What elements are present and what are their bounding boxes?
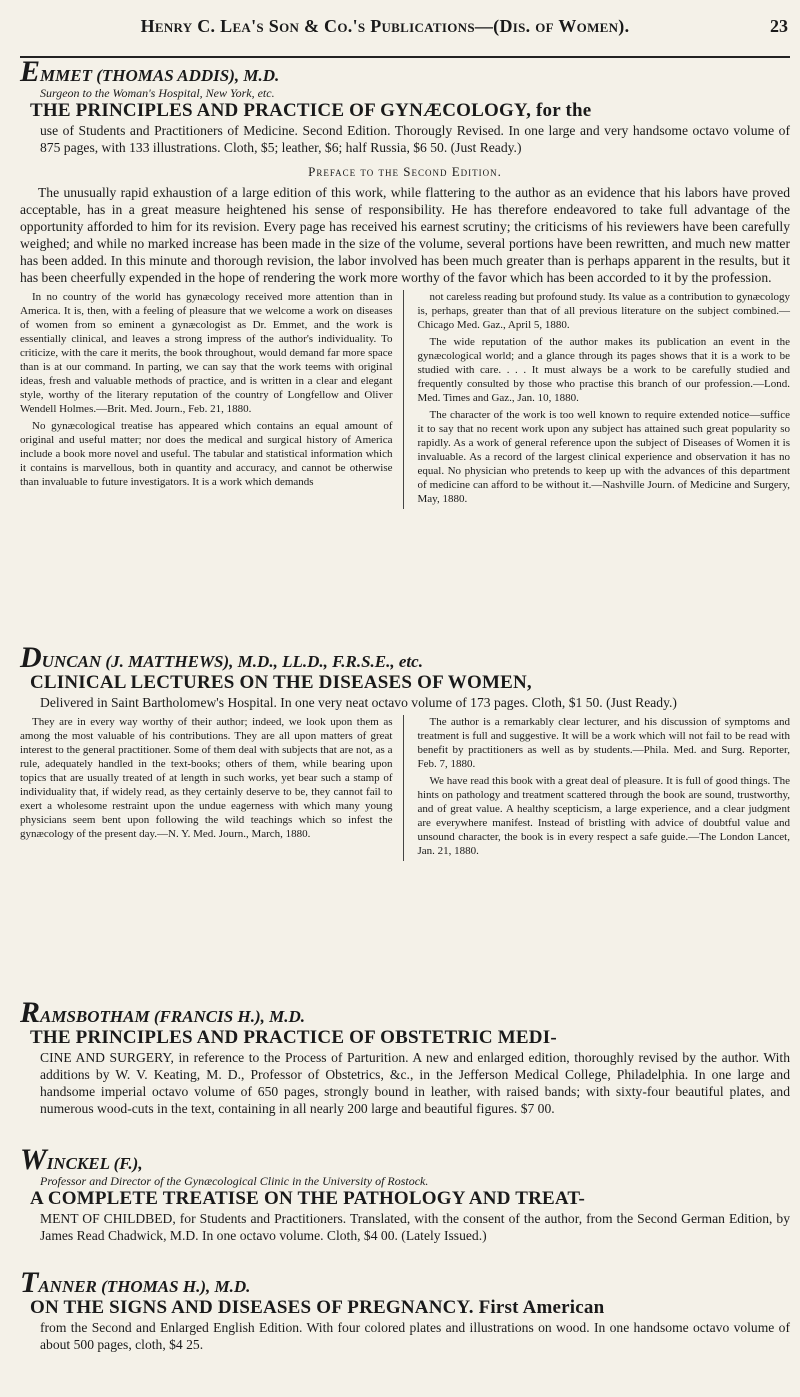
review-quote: In no country of the world has gynæcology received more attention than in America. It is, then, with a feeling of pleasure that we welcome a work on diseases of women from so eminent a gynæcologist as Dr. Emmet, and the work is essentially clinical, and leaves a strong impress of the author's individuality. To criticize, with the care it merits, the book throughout, would demand far more space than is at our command. In parting, we can say that the work teems with original ideas, fresh and valuable methods of practice, and is written in a clear and elegant style, worthy of the literary reputation of the country of Longfellow and Oliver Wendell Holmes.—Brit. Med. Journ., Feb. 21, 1880.	[20, 291, 393, 415]
review-column-right	[418, 715, 791, 861]
book-title: THE PRINCIPLES AND PRACTICE OF GYNÆCOLOGY, for the	[30, 100, 592, 121]
running-header	[20, 16, 790, 58]
review-quote: The author is a remarkably clear lecturer, and his discussion of symptoms and treatment is full and suggestive. It will be a work which will not fail to be read with benefit by practitioners as well as by students.—Phila. Med. and Surg. Reporter, Feb. 7, 1880.	[417, 716, 790, 770]
catalog-entry-tanner	[20, 1266, 790, 1353]
author-affiliation: Surgeon to the Woman's Hospital, New York, etc.	[40, 86, 275, 100]
review-quote: The wide reputation of the author makes its publication an event in the gynæcological world; and a glance through its pages shows that it is a work to be studied with care. . . . It must always be a work to be carefully studied and frequently consulted by those who practise this branch of our profession.—Lond. Med. Times and Gaz., Jan. 10, 1880.	[417, 336, 790, 404]
book-description: CINE AND SURGERY, in reference to the Process of Parturition. A new and enlarged edition, thoroughly revised by the author. With additions by W. V. Keating, M. D., Professor of Obstetrics, &c., in the Jefferson Medical College, Philadelphia. In one large and handsome imperial octavo volume of 650 pages, strongly bound in leather, with raised bands; with sixty-four beautiful plates, and numerous wood-cuts in the text, containing in all nearly 200 large and beautiful figures. $7 00.	[40, 1050, 790, 1116]
book-description: use of Students and Practitioners of Medicine. Second Edition. Thorougly Revised. In one large and very handsome octavo volume of 875 pages, with 133 illustrations. Cloth, $5; leather, $6; half Russia, $6 50. (Just Ready.)	[40, 123, 790, 155]
author-affiliation: Professor and Director of the Gynæcological Clinic in the University of Rostock.	[40, 1174, 429, 1188]
book-title: ON THE SIGNS AND DISEASES OF PREGNANCY. First American	[30, 1297, 605, 1318]
review-columns	[20, 715, 790, 861]
review-column-left	[20, 290, 404, 509]
author-heading: WINCKEL (F.),	[20, 1143, 143, 1176]
author-heading: DUNCAN (J. MATTHEWS), M.D., LL.D., F.R.S.E., etc.	[20, 641, 423, 674]
catalog-entry-ramsbotham	[20, 996, 790, 1117]
review-quote: not careless reading but profound study. Its value as a contribution to gynæcology is, perhaps, greater than that of all previous literature on the subject combined.—Chicago Med. Gaz., April 5, 1880.	[417, 291, 790, 331]
catalog-entry-winckel	[20, 1143, 790, 1244]
book-description: Delivered in Saint Bartholomew's Hospital. In one very neat octavo volume of 173 pages. Cloth, $1 50. (Just Ready.)	[40, 695, 677, 710]
running-title: Henry C. Lea's Son & Co.'s Publications—(Dis. of Women).	[140, 16, 630, 36]
review-columns	[20, 290, 790, 509]
author-heading: TANNER (THOMAS H.), M.D.	[20, 1266, 251, 1299]
review-column-left	[20, 715, 404, 861]
preface-heading: Preface to the Second Edition.	[308, 164, 502, 179]
preface-text: The unusually rapid exhaustion of a large edition of this work, while flattering to the author as an evidence that his labors have proved acceptable, has in a great measure heightened his sense of responsibility. He has therefore endeavored to take full advantage of the opportunity afforded to him for its revision. Every page has received his earnest scrutiny; the criticisms of his reviewers have been carefully weighed; and while no marked increase has been made in the size of the volume, several portions have been rewritten, and much new matter has been added. In this minute and thorough revision, the labor involved has been much greater than is perhaps apparent in the results, but it has been cheerfully expended in the hope of rendering the work more worthy of the favor which has been accorded to it by the profession.	[20, 185, 790, 285]
book-title: CLINICAL LECTURES ON THE DISEASES OF WOMEN,	[30, 672, 532, 693]
review-column-right	[418, 290, 791, 509]
review-quote: The character of the work is too well known to require extended notice—suffice it to say that no recent work upon any subject has attained such great popularity so rapidly. As a work of general reference upon the subject of Diseases of Women it is invaluable. As a record of the largest clinical experience and observation it has no equal. No physician who pretends to keep up with the advances of this department of medicine can afford to be without it.—Nashville Journ. of Medicine and Surgery, May, 1880.	[417, 409, 790, 505]
review-quote: We have read this book with a great deal of pleasure. It is full of good things. The hints on pathology and treatment scattered through the book are sound, trustworthy, and of great value. A healthy scepticism, a large experience, and a clear judgment are everywhere manifest. Instead of bristling with advice of doubtful value and unsound character, the book is in every respect a safe guide.—The London Lancet, Jan. 21, 1880.	[417, 775, 790, 857]
catalog-entry-duncan	[20, 641, 790, 861]
book-title: A COMPLETE TREATISE ON THE PATHOLOGY AND TREAT-	[30, 1188, 586, 1209]
author-heading: RAMSBOTHAM (FRANCIS H.), M.D.	[20, 996, 305, 1029]
review-quote: They are in every way worthy of their author; indeed, we look upon them as among the most valuable of his contributions. They are all upon matters of great interest to the general practitioner. Some of them deal with subjects that are not, as a rule, adequately handled in the text-books; others of them, while bearing upon topics that are usually treated of at length in such works, yet bear such a stamp of individuality that, if widely read, as they certainly deserve to be, they cannot fail to exert a wholesome restraint upon the undue eagerness with which many young physicians seem bent upon following the wild teachings which so infest the gynæcology of the present day.—N. Y. Med. Journ., March, 1880.	[20, 716, 393, 840]
book-title: THE PRINCIPLES AND PRACTICE OF OBSTETRIC MEDI-	[30, 1027, 557, 1048]
book-description: from the Second and Enlarged English Edition. With four colored plates and illustrations on wood. In one handsome octavo volume of about 500 pages, cloth, $4 25.	[40, 1320, 790, 1352]
book-description: MENT OF CHILDBED, for Students and Practitioners. Translated, with the consent of the author, from the Second German Edition, by James Read Chadwick, M.D. In one octavo volume. Cloth, $4 00. (Lately Issued.)	[40, 1211, 790, 1243]
page-number: 23	[770, 16, 788, 36]
review-quote: No gynæcological treatise has appeared which contains an equal amount of original and useful matter; nor does the medical and surgical history of America include a book more novel and useful. The tabular and statistical information which it contains is marvellous, both in quantity and accuracy, and cannot be otherwise than invaluable to future investigators. It is a work which demands	[20, 420, 393, 488]
author-heading: EMMET (THOMAS ADDIS), M.D.	[20, 55, 280, 88]
catalog-entry-emmet	[20, 55, 790, 509]
